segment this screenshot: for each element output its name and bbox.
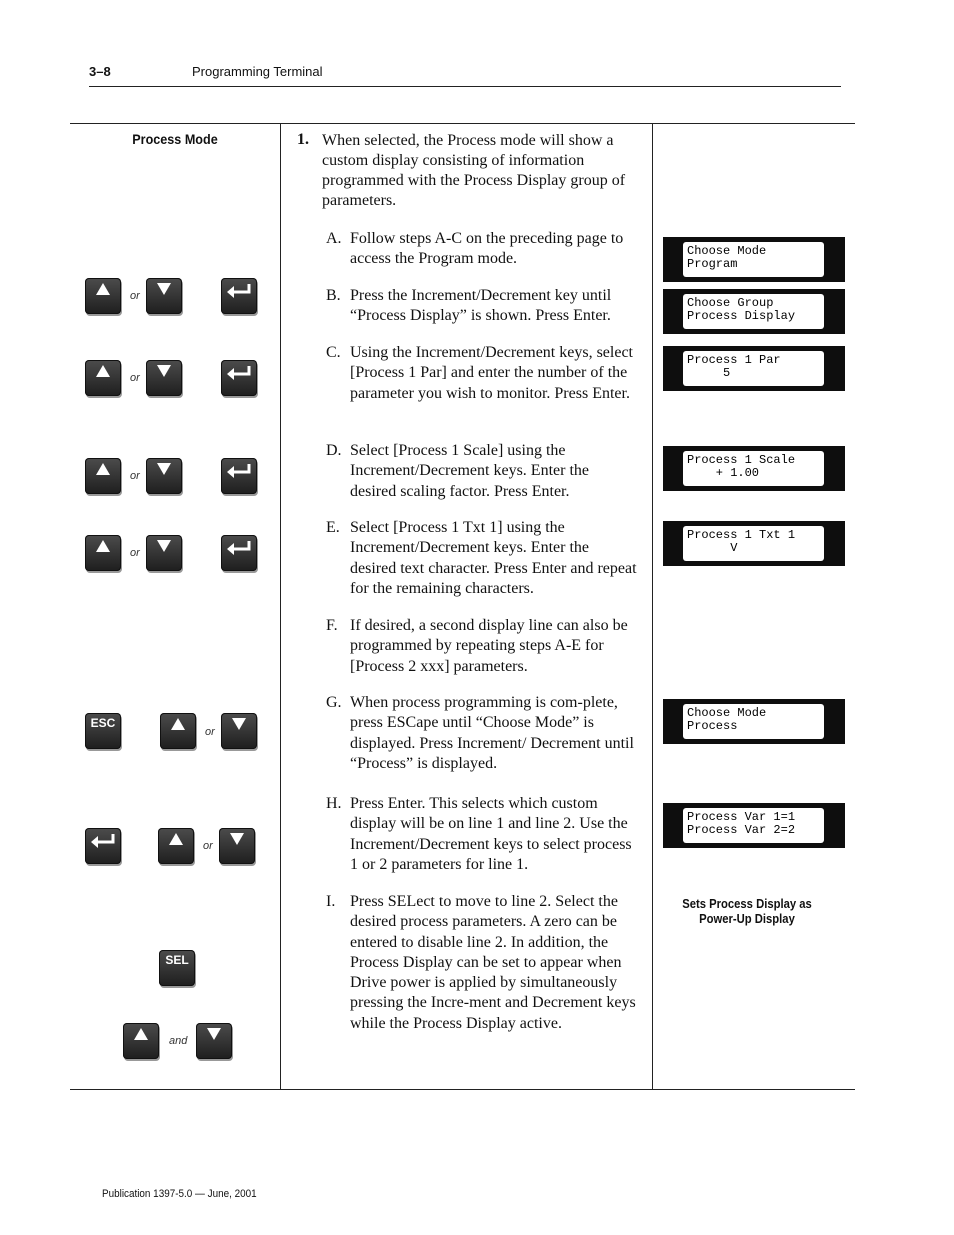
lcd-line-2: Process bbox=[687, 719, 738, 733]
decrement-key-icon bbox=[146, 458, 182, 494]
lcd-line-1: Choose Mode bbox=[687, 706, 767, 720]
escape-key-icon bbox=[85, 713, 121, 749]
step-h bbox=[326, 794, 638, 875]
column-divider-left bbox=[280, 124, 281, 1089]
select-key-icon bbox=[159, 950, 195, 986]
power-up-display-note: Sets Process Display as Power-Up Display bbox=[682, 897, 812, 926]
increment-key-icon bbox=[85, 278, 121, 314]
increment-key-icon bbox=[123, 1023, 159, 1059]
or-connector: or bbox=[130, 372, 140, 384]
enter-key-icon bbox=[221, 278, 257, 314]
enter-key-icon bbox=[221, 535, 257, 571]
step-text: If desired, a second display line can also be programmed by repeating steps A-E for [Process 2 xxx] parameters. bbox=[350, 617, 628, 675]
step-g bbox=[326, 693, 638, 774]
step-c bbox=[326, 343, 638, 404]
lcd-line-1: Process Var 1=1 bbox=[687, 810, 796, 824]
lcd-line-1: Choose Mode bbox=[687, 244, 767, 258]
step-text: Press the Increment/Decrement key until “Process Display” is shown. Press Enter. bbox=[350, 287, 612, 325]
enter-key-icon bbox=[85, 828, 121, 864]
lcd-display-choose-mode-process bbox=[663, 699, 845, 744]
increment-key-icon bbox=[85, 535, 121, 571]
step-text: When process programming is com-plete, press ESCape until “Choose Mode” is displayed. Press Increment/ Decrement until “Process” is displayed. bbox=[350, 694, 634, 772]
step-d bbox=[326, 441, 638, 502]
enter-key-icon bbox=[221, 458, 257, 494]
column-divider-right bbox=[652, 124, 653, 1089]
or-connector: or bbox=[130, 290, 140, 302]
increment-key-icon bbox=[160, 713, 196, 749]
increment-key-icon bbox=[85, 360, 121, 396]
step-b bbox=[326, 286, 638, 327]
step-text: Press Enter. This selects which custom display will be on line 1 and line 2. Use the Increment/Decrement keys to select process 1 or 2 parameters for line 1. bbox=[350, 795, 632, 873]
lcd-line-1: Process 1 Scale bbox=[687, 453, 796, 467]
step-letter: I. bbox=[326, 893, 336, 910]
step-i bbox=[326, 892, 638, 1034]
and-connector: and bbox=[169, 1035, 188, 1047]
lcd-line-2: Process Display bbox=[687, 309, 796, 323]
lcd-line-2: Program bbox=[687, 257, 738, 271]
lcd-line-1: Process 1 Par bbox=[687, 353, 781, 367]
table-bottom-rule bbox=[70, 1089, 855, 1090]
lcd-line-2: 5 bbox=[687, 366, 731, 380]
step-text: Press SELect to move to line 2. Select the desired process parameters. A zero can be entered to disable line 2. In addition, the Process Display can be set to appear when Drive power is applied by simultaneously pressing the Incre-ment and Decrement keys while the Process Display active. bbox=[350, 893, 636, 1032]
increment-key-icon bbox=[85, 458, 121, 494]
increment-key-icon bbox=[158, 828, 194, 864]
step-text: Select [Process 1 Txt 1] using the Increment/Decrement keys. Enter the desired text character. Press Enter and repeat for the remaining characters. bbox=[350, 519, 637, 597]
or-connector: or bbox=[205, 726, 215, 738]
lcd-line-1: Choose Group bbox=[687, 296, 774, 310]
or-connector: or bbox=[130, 547, 140, 559]
step-a bbox=[326, 229, 638, 270]
decrement-key-icon bbox=[221, 713, 257, 749]
lcd-line-1: Process 1 Txt 1 bbox=[687, 528, 796, 542]
or-connector: or bbox=[130, 470, 140, 482]
step-text: Select [Process 1 Scale] using the Increment/Decrement keys. Enter the desired scaling factor. Press Enter. bbox=[350, 442, 589, 500]
lcd-display-process-vars bbox=[663, 803, 845, 848]
intro-text: When selected, the Process mode will show a custom display consisting of information programmed with the Process Display group of parameters. bbox=[322, 132, 626, 209]
step-letter: A. bbox=[326, 230, 342, 247]
decrement-key-icon bbox=[146, 535, 182, 571]
lcd-display-process-1-scale bbox=[663, 446, 845, 491]
lcd-line-2: V bbox=[687, 541, 738, 555]
step-letter: D. bbox=[326, 442, 342, 459]
lcd-display-choose-mode-program bbox=[663, 237, 845, 282]
step-letter: E. bbox=[326, 519, 340, 536]
lcd-display-process-1-txt bbox=[663, 521, 845, 566]
step-e bbox=[326, 518, 638, 599]
step-letter: C. bbox=[326, 344, 341, 361]
enter-key-icon bbox=[221, 360, 257, 396]
lcd-line-2: + 1.00 bbox=[687, 466, 760, 480]
step-text: Follow steps A-C on the preceding page to access the Program mode. bbox=[350, 230, 624, 268]
lcd-display-choose-group bbox=[663, 289, 845, 334]
decrement-key-icon bbox=[219, 828, 255, 864]
step-letter: B. bbox=[326, 287, 341, 304]
esc-key-label: ESC bbox=[90, 716, 116, 730]
lcd-display-process-1-par bbox=[663, 346, 845, 391]
or-connector: or bbox=[203, 840, 213, 852]
step-letter: H. bbox=[326, 795, 342, 812]
decrement-key-icon bbox=[146, 278, 182, 314]
lcd-line-2: Process Var 2=2 bbox=[687, 823, 796, 837]
decrement-key-icon bbox=[146, 360, 182, 396]
header-rule bbox=[89, 86, 841, 87]
step-text: Using the Increment/Decrement keys, select [Process 1 Par] and enter the number of the parameter you wish to monitor. Press Enter. bbox=[350, 344, 633, 402]
header-title: Programming Terminal bbox=[192, 64, 323, 79]
step-letter: F. bbox=[326, 617, 338, 634]
intro-number: 1. bbox=[297, 131, 309, 148]
page-number: 3–8 bbox=[89, 64, 111, 79]
publication-footer: Publication 1397-5.0 — June, 2001 bbox=[102, 1188, 257, 1200]
decrement-key-icon bbox=[196, 1023, 232, 1059]
step-f bbox=[326, 616, 638, 677]
section-title: Process Mode bbox=[132, 131, 218, 147]
table-top-rule bbox=[70, 123, 855, 124]
sel-key-label: SEL bbox=[165, 953, 189, 967]
step-letter: G. bbox=[326, 694, 342, 711]
